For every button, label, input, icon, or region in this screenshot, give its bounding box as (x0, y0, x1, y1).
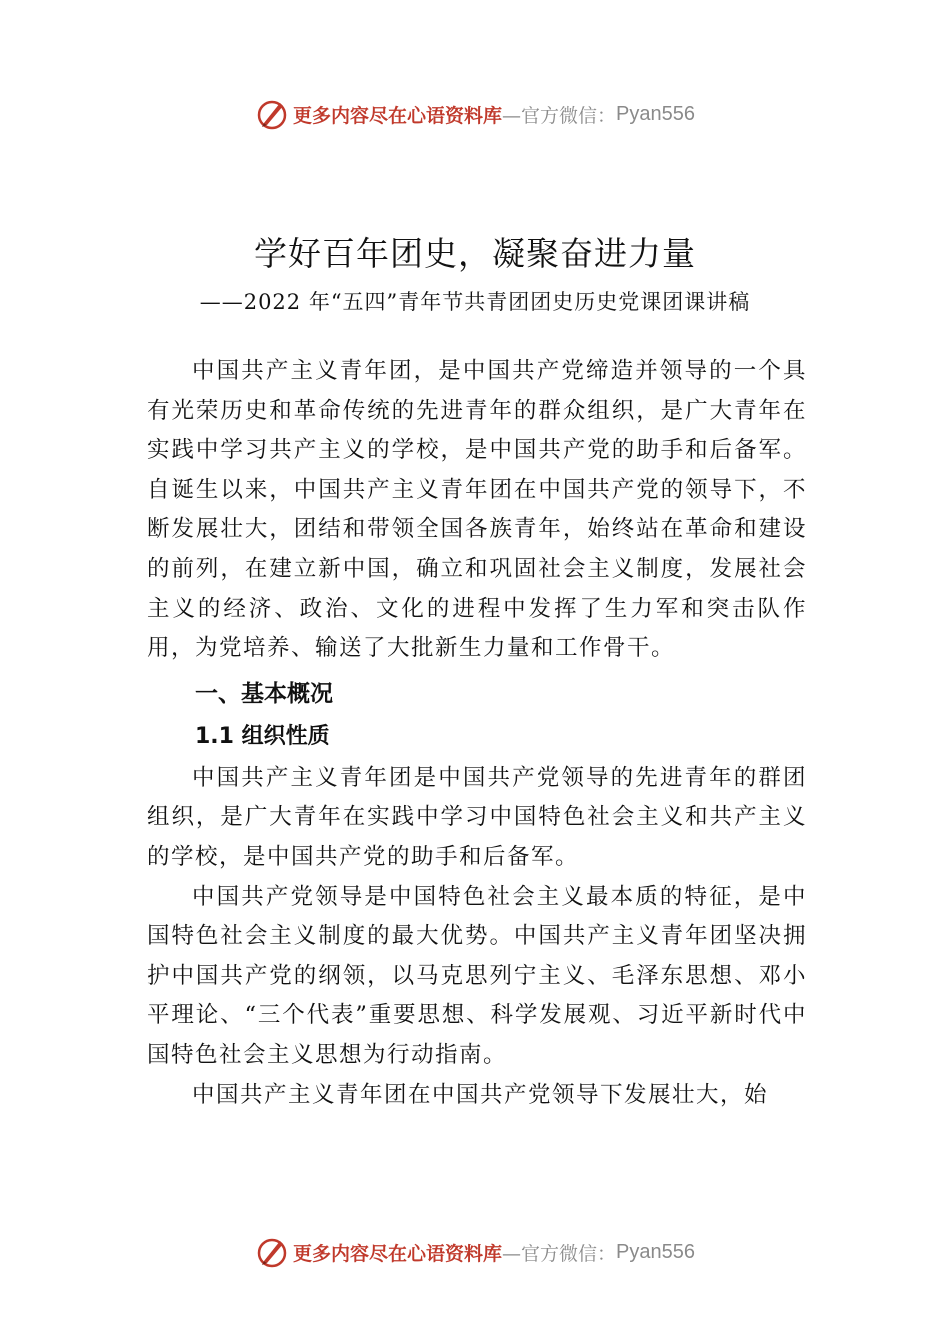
watermark-red-text: 更多内容尽在心语资料库 (293, 104, 503, 127)
pen-logo-icon (255, 1235, 289, 1269)
watermark-grey-text: —官方微信： (502, 1242, 617, 1265)
paragraph-2: 中国共产党领导是中国特色社会主义最本质的特征，是中国特色社会主义制度的最大优势。中国共产主义青年团坚决拥护中国共产党的纲领，以马克思列宁主义、毛泽东思想、邓小平理论、“三个代表”重要思想、科学发展观、习近平新时代中国特色社会主义思想为行动指南。 (147, 883, 807, 1068)
subsection-heading: 1.1 组织性质 (195, 723, 330, 749)
watermark-account: Pyan556 (616, 102, 695, 125)
paragraph-1: 中国共产主义青年团是中国共产党领导的先进青年的群团组织，是广大青年在实践中学习中国特色社会主义和共产主义的学校，是中国共产党的助手和后备军。 (147, 764, 807, 870)
watermark-footer (0, 1232, 950, 1272)
watermark-account: Pyan556 (616, 1240, 695, 1263)
document-body (147, 352, 807, 1115)
document-title: 学好百年团史，凝聚奋进力量 (254, 234, 696, 273)
document-subtitle: ——2022 年“五四”青年节共青团团史历史党课团课讲稿 (199, 290, 751, 314)
pen-logo-icon (255, 97, 289, 131)
watermark-red-text: 更多内容尽在心语资料库 (293, 1242, 503, 1265)
intro-paragraph: 中国共产主义青年团，是中国共产党缔造并领导的一个具有光荣历史和革命传统的先进青年的群众组织，是广大青年在实践中学习共产主义的学校，是中国共产党的助手和后备军。自诞生以来，中国共产主义青年团在中国共产党的领导下，不断发展壮大，团结和带领全国各族青年，始终站在革命和建设的前列，在建立新中国，确立和巩固社会主义制度，发展社会主义的经济、政治、文化的进程中发挥了生力军和突击队作用，为党培养、输送了大批新生力量和工作骨干。 (147, 358, 807, 662)
paragraph-3: 中国共产主义青年团在中国共产党领导下发展壮大，始 (192, 1081, 769, 1108)
section-heading: 一、基本概况 (195, 680, 333, 707)
watermark-header (0, 94, 950, 134)
watermark-grey-text: —官方微信： (502, 104, 617, 127)
